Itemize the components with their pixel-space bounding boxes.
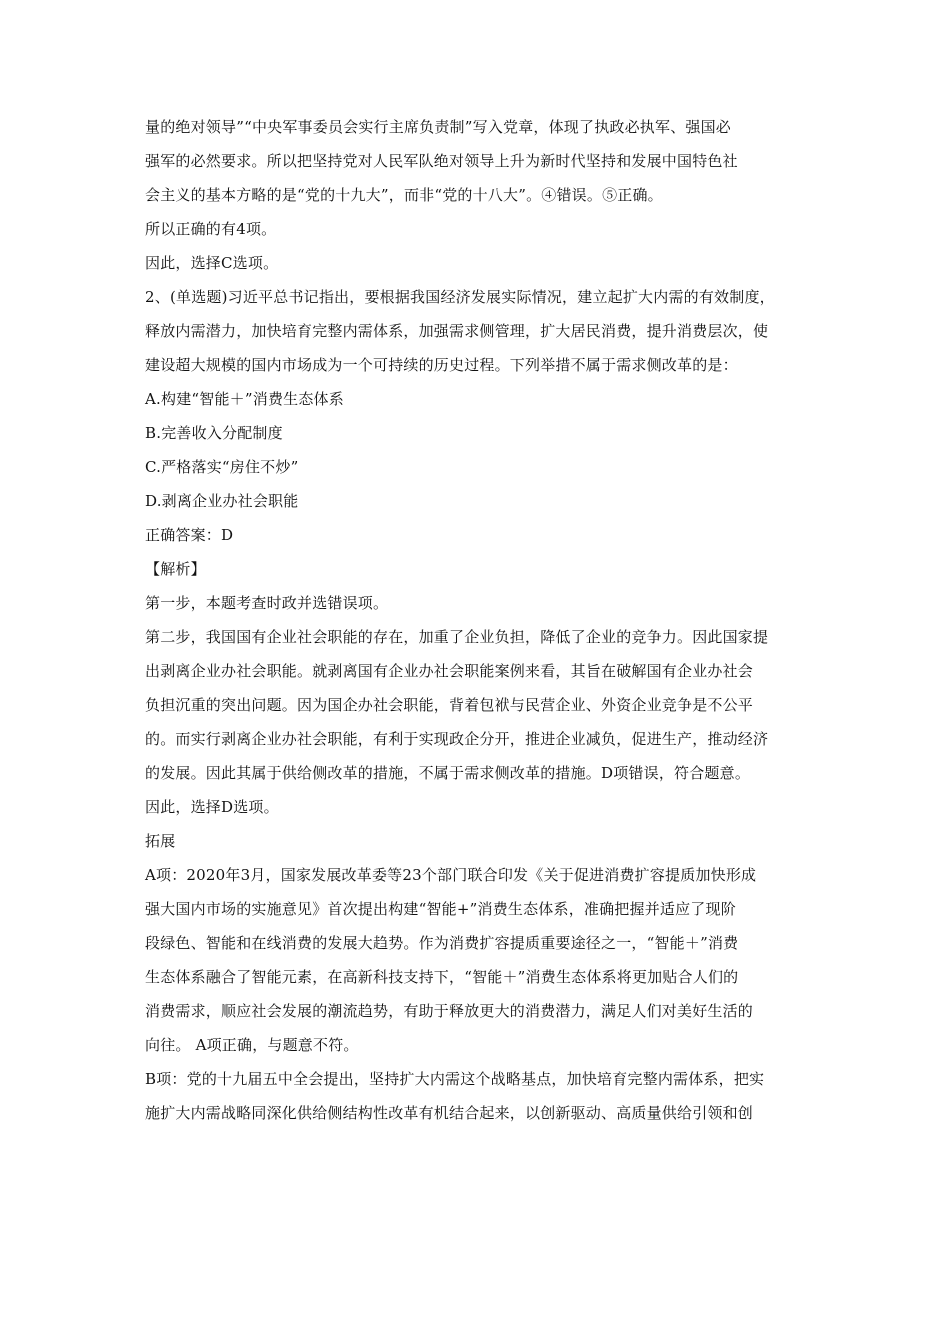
text-line: 量的绝对领导”“中央军事委员会实行主席负责制”写入党章，体现了执政必执军、强国必 — [145, 118, 732, 136]
text-line: 建设超大规模的国内市场成为一个可持续的历史过程。下列举措不属于需求侧改革的是： — [145, 356, 738, 374]
text-line: 负担沉重的突出问题。因为国企办社会职能，背着包袱与民营企业、外资企业竞争是不公平 — [145, 696, 754, 714]
text-line: 第一步，本题考查时政并选错误项。 — [145, 594, 389, 612]
extension-heading: 拓展 — [145, 832, 176, 850]
text-line: 消费需求，顺应社会发展的潮流趋势，有助于释放更大的消费潜力，满足人们对美好生活的 — [145, 1002, 754, 1020]
text-line: 会主义的基本方略的是“党的十九大”，而非“党的十八大”。④错误。⑤正确。 — [145, 186, 663, 204]
question-title: 2、(单选题)习近平总书记指出，要根据我国经济发展实际情况，建立起扩大内需的有效制度， — [145, 288, 775, 306]
text-line: 因此，选择D选项。 — [145, 798, 279, 816]
text-line: 所以正确的有4项。 — [145, 220, 277, 238]
text-line: 强军的必然要求。所以把坚持党对人民军队绝对领导上升为新时代坚持和发展中国特色社 — [145, 152, 738, 170]
text-line: 的。而实行剥离企业办社会职能，有利于实现政企分开，推进企业减负，促进生产，推动经济 — [145, 730, 769, 748]
text-line: B项：党的十九届五中全会提出，坚持扩大内需这个战略基点，加快培育完整内需体系，把实 — [145, 1070, 765, 1088]
text-line: 第二步，我国国有企业社会职能的存在，加重了企业负担，降低了企业的竞争力。因此国家提 — [145, 628, 769, 646]
text-line: 因此，选择C选项。 — [145, 254, 279, 272]
text-line: 出剥离企业办社会职能。就剥离国有企业办社会职能案例来看，其旨在破解国有企业办社会 — [145, 662, 754, 680]
text-line: 释放内需潜力，加快培育完整内需体系，加强需求侧管理，扩大居民消费，提升消费层次，使 — [145, 322, 769, 340]
text-line: 向往。 A项正确，与题意不符。 — [145, 1036, 359, 1054]
text-line: 施扩大内需战略同深化供给侧结构性改革有机结合起来，以创新驱动、高质量供给引领和创 — [145, 1104, 754, 1122]
option-a: A.构建“智能＋”消费生态体系 — [145, 390, 344, 408]
text-line: 段绿色、智能和在线消费的发展大趋势。作为消费扩容提质重要途径之一，“智能＋”消费 — [145, 934, 739, 952]
text-line: A项：2020年3月，国家发展改革委等23个部门联合印发《关于促进消费扩容提质加快形成 — [145, 866, 757, 884]
correct-answer: 正确答案：D — [145, 526, 234, 544]
option-b: B.完善收入分配制度 — [145, 424, 283, 442]
text-line: 的发展。因此其属于供给侧改革的措施，不属于需求侧改革的措施。D项错误，符合题意。 — [145, 764, 751, 782]
text-line: 强大国内市场的实施意见》首次提出构建“智能+”消费生态体系，准确把握并适应了现阶 — [145, 900, 736, 918]
text-line: 生态体系融合了智能元素，在高新科技支持下，“智能＋”消费生态体系将更加贴合人们的 — [145, 968, 739, 986]
option-c: C.严格落实“房住不炒” — [145, 458, 299, 476]
analysis-heading: 【解析】 — [145, 560, 206, 578]
option-d: D.剥离企业办社会职能 — [145, 492, 299, 510]
